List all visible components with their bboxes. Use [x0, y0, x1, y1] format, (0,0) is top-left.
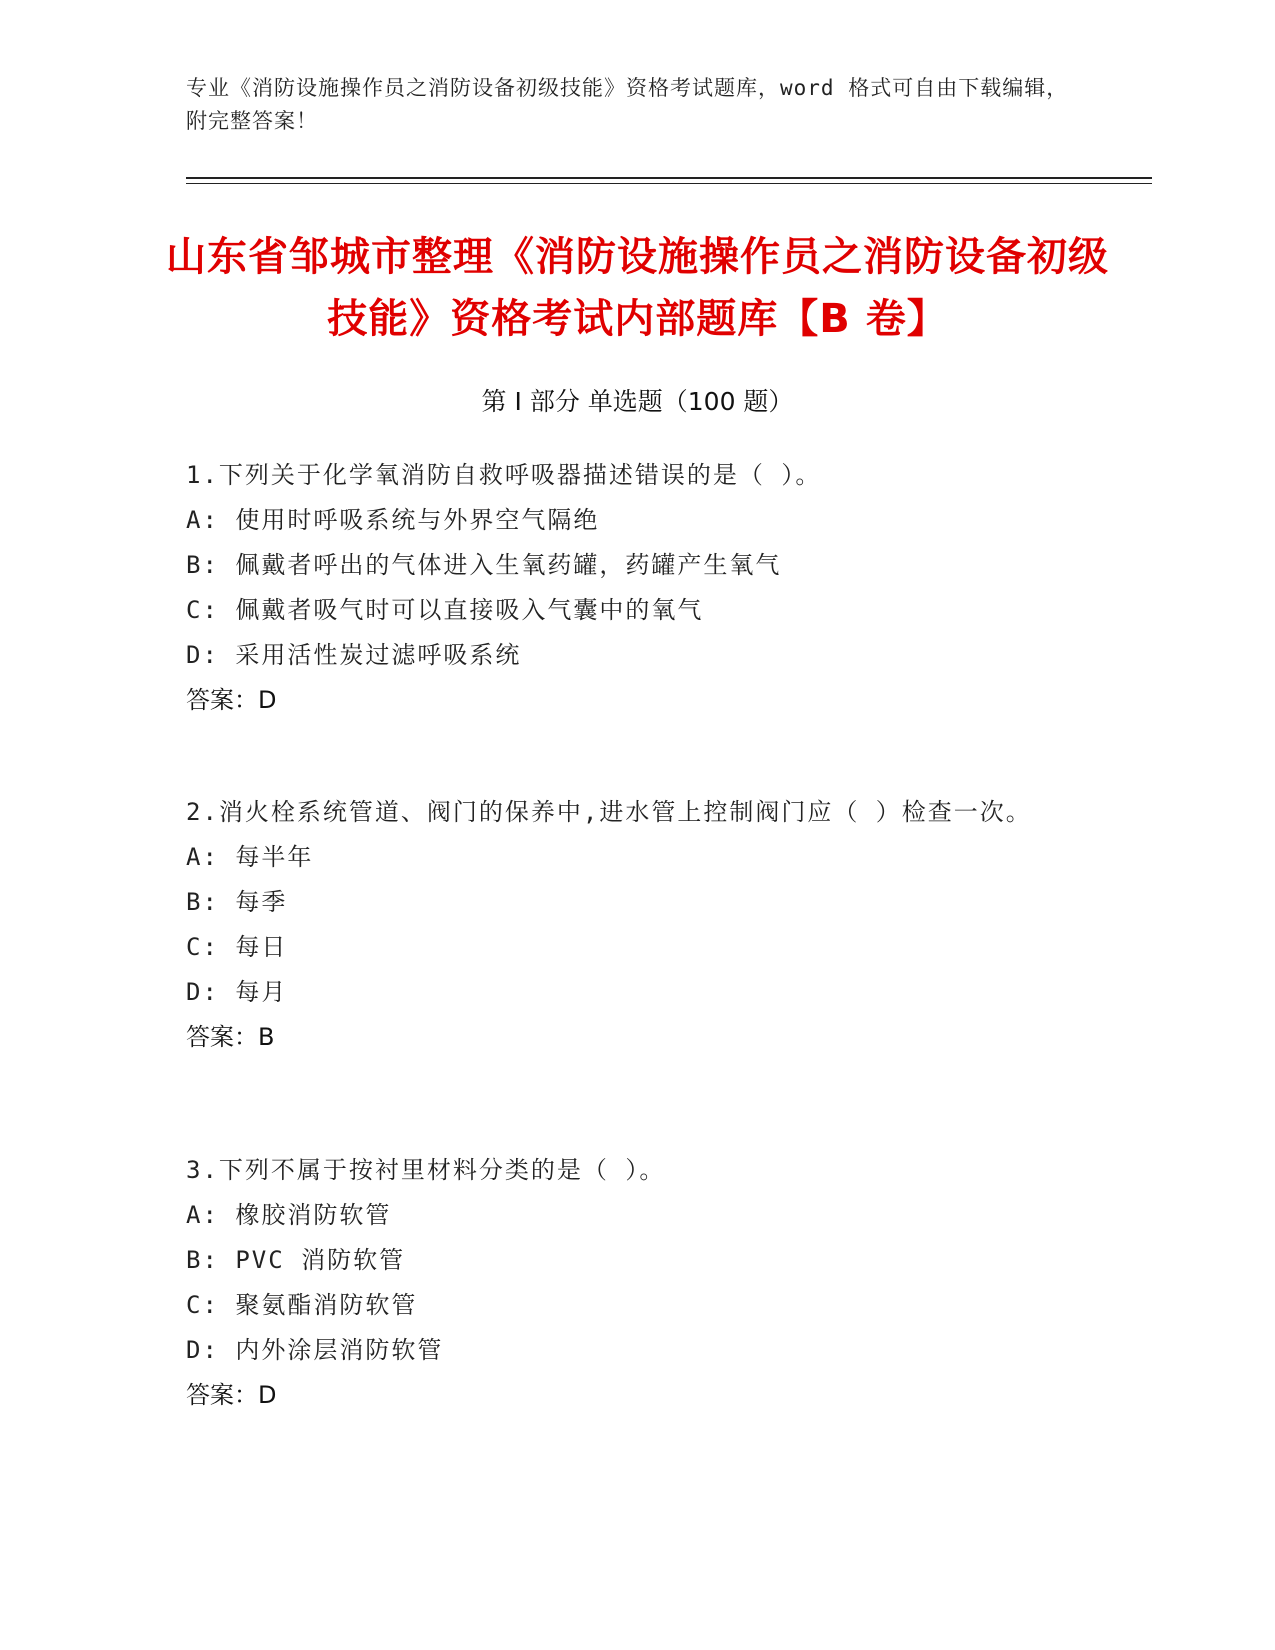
answer: 答案：B — [186, 1023, 275, 1051]
option-a: A: 使用时呼吸系统与外界空气隔绝 — [186, 506, 600, 534]
answer: 答案：D — [186, 1381, 277, 1409]
option-b: B: 每季 — [186, 888, 288, 916]
option-c: C: 佩戴者吸气时可以直接吸入气囊中的氧气 — [186, 596, 704, 624]
question-2 — [186, 790, 1086, 1060]
header-divider-thick — [186, 177, 1152, 179]
option-d: D: 采用活性炭过滤呼吸系统 — [186, 641, 522, 669]
option-d: D: 内外涂层消防软管 — [186, 1336, 444, 1364]
option-d: D: 每月 — [186, 978, 288, 1006]
question-text: 3.下列不属于按衬里材料分类的是（ ）。 — [186, 1156, 666, 1184]
option-a: A: 橡胶消防软管 — [186, 1201, 392, 1229]
question-3 — [186, 1148, 1086, 1418]
question-text: 1.下列关于化学氧消防自救呼吸器描述错误的是（ ）。 — [186, 461, 822, 489]
answer: 答案：D — [186, 686, 277, 714]
header-note: 专业《消防设施操作员之消防设备初级技能》资格考试题库，word 格式可自由下载编辑，附完整答案！ — [186, 76, 1069, 133]
document-title: 山东省邹城市整理《消防设施操作员之消防设备初级技能》资格考试内部题库【B 卷】 — [166, 234, 1109, 342]
option-b: B: PVC 消防软管 — [186, 1246, 406, 1274]
option-b: B: 佩戴者呼出的气体进入生氧药罐，药罐产生氧气 — [186, 551, 782, 579]
question-1 — [186, 453, 1086, 723]
header-divider-thin — [186, 183, 1152, 184]
section-heading: 第 I 部分 单选题（100 题） — [481, 387, 794, 416]
option-a: A: 每半年 — [186, 843, 314, 871]
option-c: C: 每日 — [186, 933, 288, 961]
option-c: C: 聚氨酯消防软管 — [186, 1291, 418, 1319]
question-text: 2.消火栓系统管道、阀门的保养中,进水管上控制阀门应（ ）检查一次。 — [186, 798, 1032, 826]
